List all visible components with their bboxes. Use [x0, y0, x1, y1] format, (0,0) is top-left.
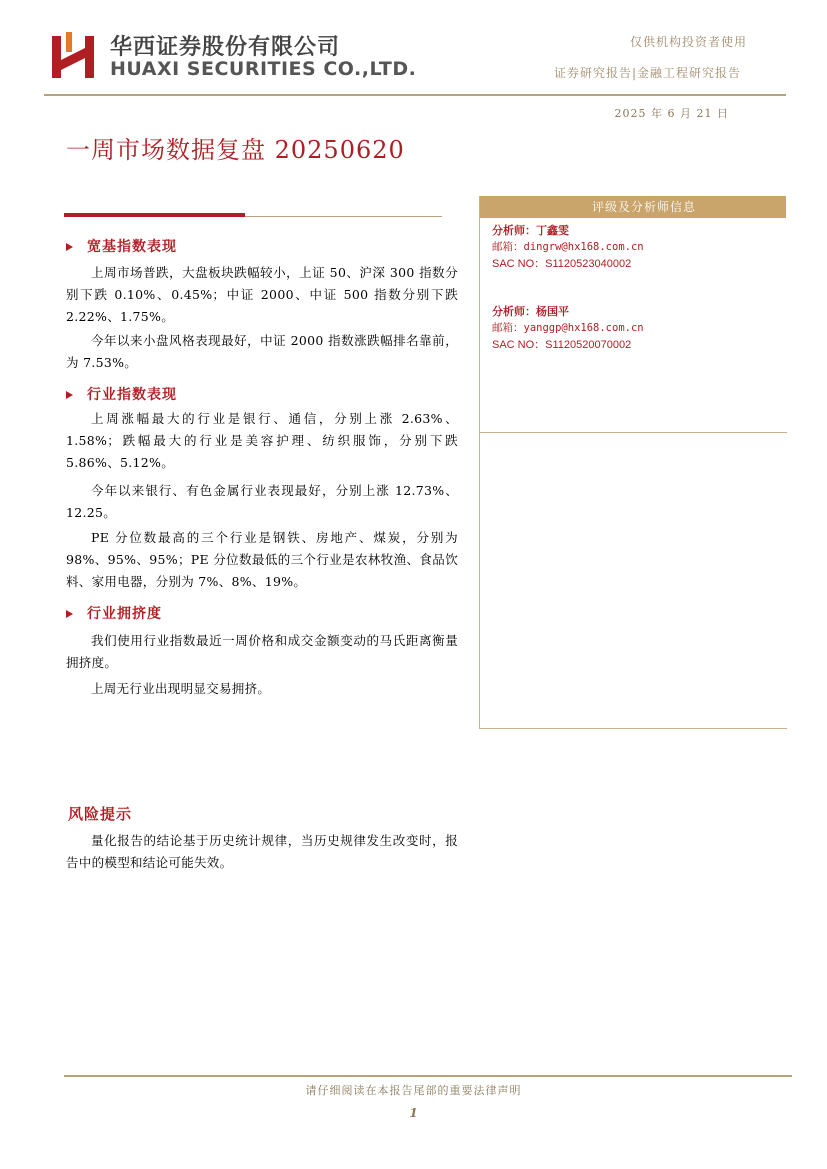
paragraph: 上周涨幅最大的行业是银行、通信，分别上涨 2.63%、1.58%；跌幅最大的行业是美容护理、纺织服饰，分别下跌 5.86%、5.12%。 — [66, 411, 458, 470]
section-heading-broad-index — [66, 236, 177, 256]
title-accent-bar — [64, 213, 245, 217]
restriction-note: 仅供机构投资者使用 — [629, 35, 747, 49]
analyst-card — [492, 303, 644, 354]
page-number: 1 — [409, 1106, 418, 1120]
section-heading-text: 宽基指数表现 — [87, 239, 177, 255]
paragraph: 我们使用行业指数最近一周价格和成交金额变动的马氏距离衡量拥挤度。 — [66, 633, 458, 670]
paragraph: 今年以来银行、有色金属行业表现最好，分别上涨 12.73%、12.25。 — [66, 483, 458, 520]
section-heading-crowding — [66, 603, 162, 623]
sidebar-bottom-border — [479, 728, 787, 729]
paragraph: 今年以来小盘风格表现最好，中证 2000 指数涨跌幅排名靠前，为 7.53%。 — [66, 333, 458, 370]
sidebar-border — [479, 196, 480, 729]
section-heading-text: 行业拥挤度 — [87, 606, 162, 622]
risk-heading: 风险提示 — [68, 805, 133, 823]
company-name-cn: 华西证券股份有限公司 — [110, 35, 341, 60]
section-heading-industry-index — [66, 384, 177, 404]
analyst-name: 分析师：丁鑫雯 — [492, 224, 569, 237]
analyst-email[interactable]: 邮箱：yanggp@hx168.com.cn — [492, 322, 644, 334]
analyst-email[interactable]: 邮箱：dingrw@hx168.com.cn — [492, 241, 644, 253]
section-heading-text: 行业指数表现 — [87, 387, 177, 403]
report-date: 2025 年 6 月 21 日 — [614, 107, 729, 120]
company-name-en: HUAXI SECURITIES CO.,LTD. — [110, 58, 417, 80]
report-title: 一周市场数据复盘 20250620 — [66, 136, 405, 164]
footer-divider — [64, 1075, 792, 1077]
analyst-sac: SAC NO：S1120523040002 — [492, 258, 632, 270]
report-type: 证券研究报告|金融工程研究报告 — [553, 66, 741, 80]
triangle-bullet-icon — [66, 243, 73, 251]
analyst-card — [492, 222, 644, 273]
sidebar-divider — [479, 432, 787, 433]
footer-disclaimer: 请仔细阅读在本报告尾部的重要法律声明 — [305, 1084, 522, 1097]
sidebar-heading: 评级及分析师信息 — [480, 196, 786, 218]
huaxi-logo-icon — [52, 32, 94, 78]
paragraph: 上周无行业出现明显交易拥挤。 — [91, 681, 271, 696]
analyst-name: 分析师：杨国平 — [492, 305, 569, 318]
triangle-bullet-icon — [66, 610, 73, 618]
title-accent-line — [245, 216, 442, 217]
analyst-sac: SAC NO：S1120520070002 — [492, 339, 632, 351]
risk-text: 量化报告的结论基于历史统计规律，当历史规律发生改变时，报告中的模型和结论可能失效。 — [66, 833, 458, 870]
header-divider — [44, 94, 786, 96]
triangle-bullet-icon — [66, 391, 73, 399]
paragraph: 上周市场普跌，大盘板块跌幅较小，上证 50、沪深 300 指数分别下跌 0.10%、0.45%；中证 2000、中证 500 指数分别下跌 2.22%、1.75%。 — [66, 265, 458, 324]
paragraph: PE 分位数最高的三个行业是钢铁、房地产、煤炭，分别为 98%、95%、95%；PE 分位数最低的三个行业是农林牧渔、食品饮料、家用电器，分别为 7%、8%、19%。 — [66, 530, 458, 589]
